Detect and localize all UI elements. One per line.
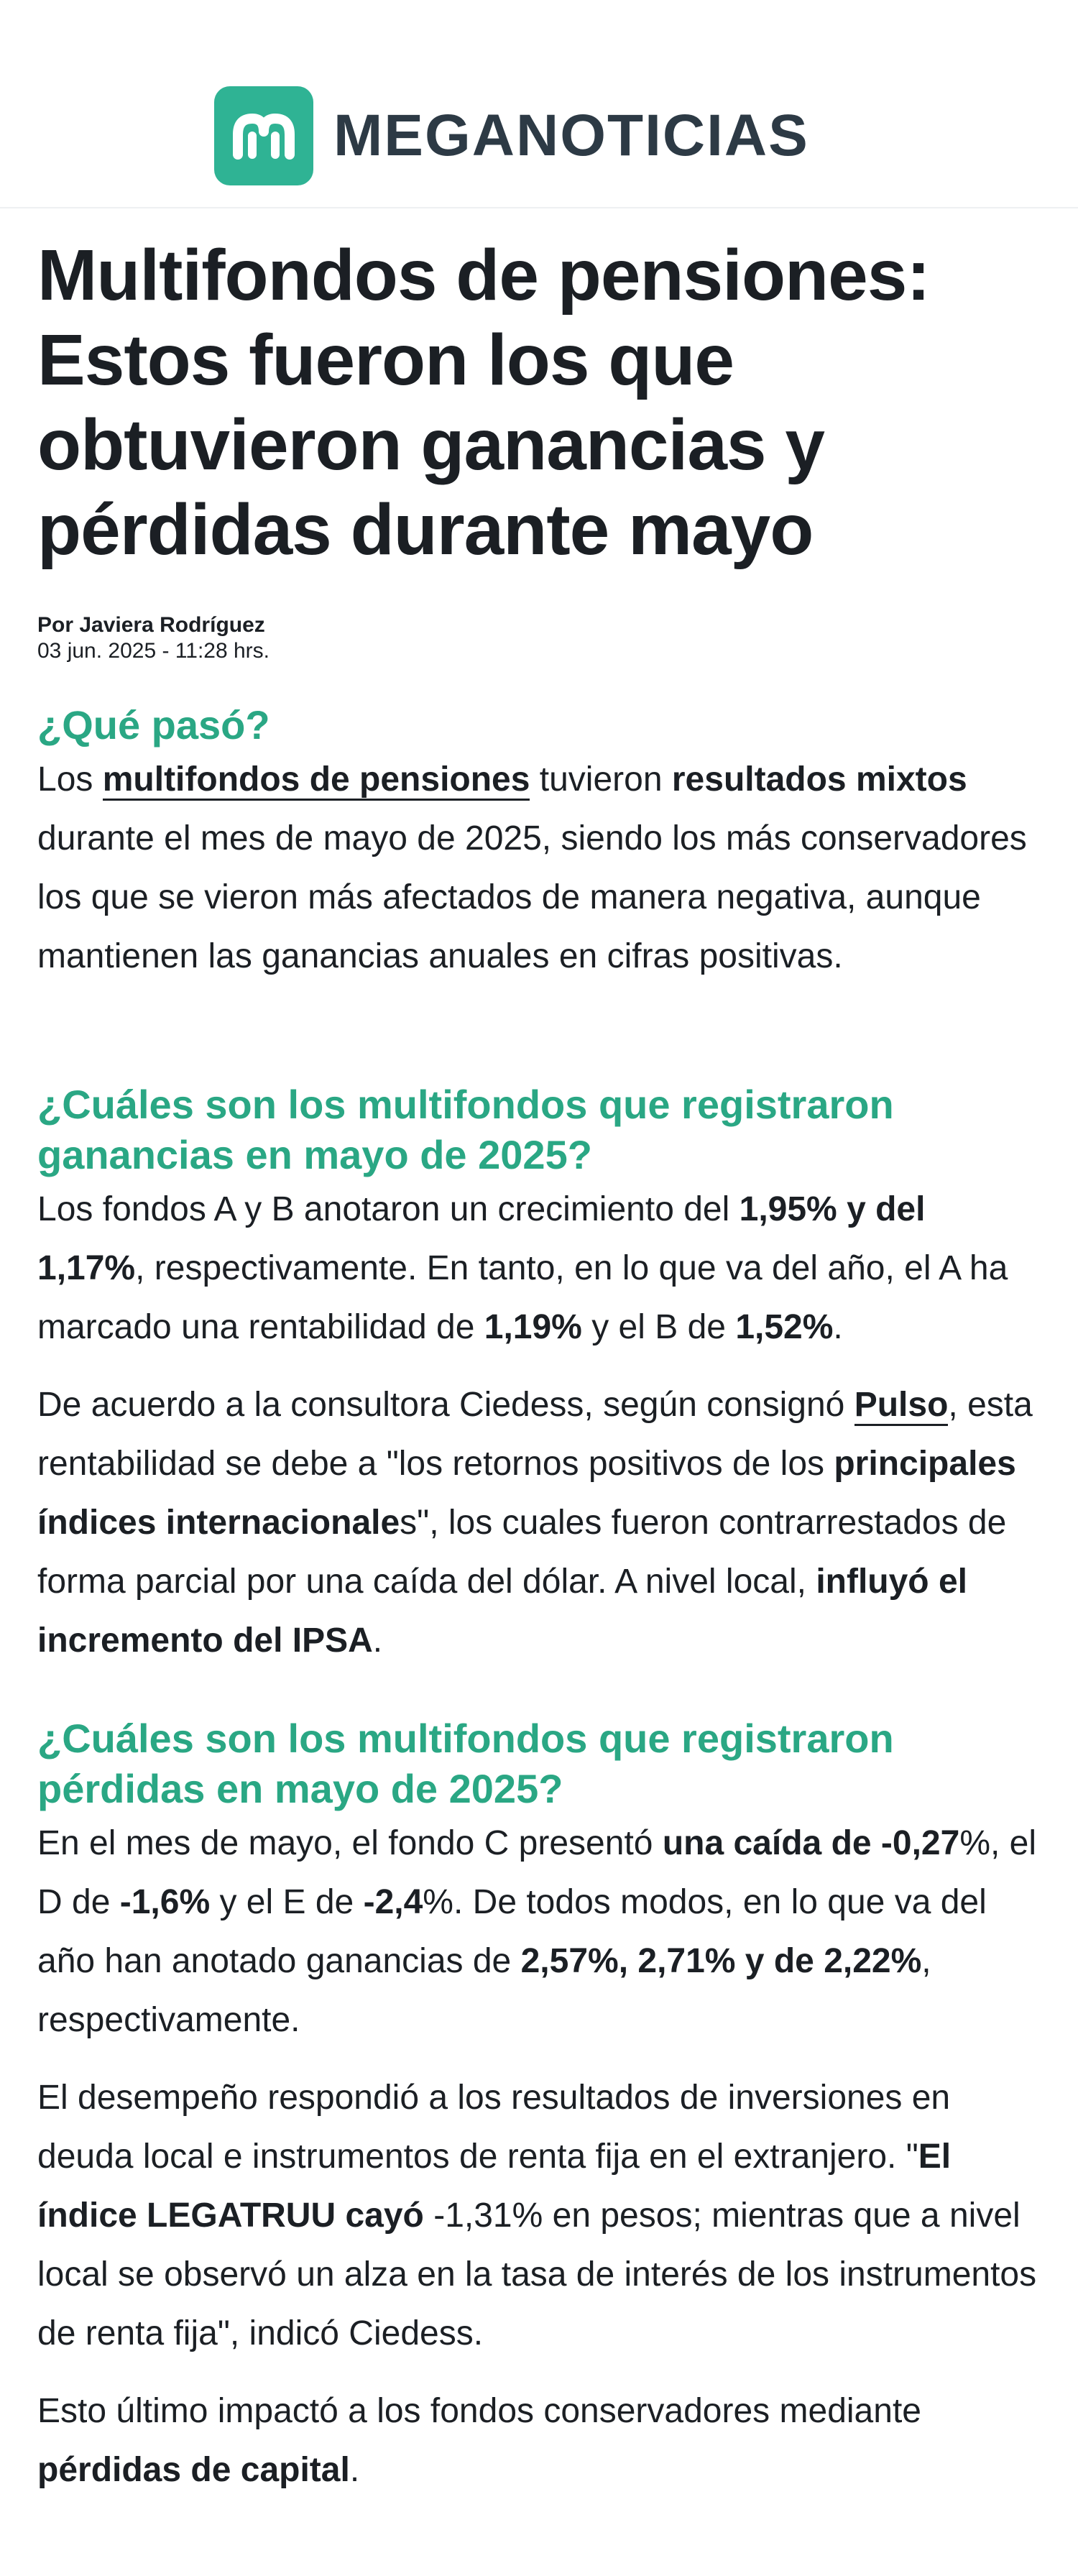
site-brand[interactable]	[214, 86, 809, 185]
section-perdidas	[37, 1714, 1041, 2500]
article	[0, 233, 1078, 2500]
pulso-link[interactable]: Pulso	[854, 1386, 949, 1426]
paragraph: El desempeño respondió a los resultados de inversiones en deuda local e instrumentos de renta fija en el extranjero. "El índice LEGATRUU cayó -1,31% en pesos; mientras que a nivel local se observó un alza en la tasa de interés de los instrumentos de renta fija", indicó Ciedess.	[37, 2079, 1037, 2352]
section-heading: ¿Qué pasó?	[37, 702, 270, 748]
site-header	[0, 0, 1078, 208]
section-que-paso	[37, 700, 1041, 986]
paragraph: Los multifondos de pensiones tuvieron resultados mixtos durante el mes de mayo de 2025, siendo los más conservadores los que se vieron más afectados de manera negativa, aunque mantienen las ganancias anuales en cifras positivas.	[37, 760, 1027, 975]
meganoticias-logo-icon[interactable]	[214, 86, 313, 185]
paragraph: En el mes de mayo, el fondo C presentó una caída de -0,27%, el D de -1,6% y el E de -2,4%. De todos modos, en lo que va del año han anotado ganancias de 2,57%, 2,71% y de 2,22%, respectivamente.	[37, 1824, 1037, 2039]
site-name[interactable]: MEGANOTICIAS	[333, 103, 809, 168]
paragraph: Los fondos A y B anotaron un crecimiento del 1,95% y del 1,17%, respectivamente. En tanto, en lo que va del año, el A ha marcado una rentabilidad de 1,19% y el B de 1,52%.	[37, 1190, 1008, 1346]
article-title: Multifondos de pensiones: Estos fueron los que obtuvieron ganancias y pérdidas durante mayo	[37, 235, 930, 570]
section-heading: ¿Cuáles son los multifondos que registraron pérdidas en mayo de 2025?	[37, 1716, 894, 1811]
article-byline: Por Javiera Rodríguez	[37, 613, 265, 637]
paragraph: De acuerdo a la consultora Ciedess, según consignó Pulso, esta rentabilidad se debe a "los retornos positivos de los principales índices internacionales", los cuales fueron contrarrestados de forma parcial por una caída del dólar. A nivel local, influyó el incremento del IPSA.	[37, 1386, 1033, 1660]
section-ganancias	[37, 1080, 1041, 1670]
article-date: 03 jun. 2025 - 11:28 hrs.	[37, 639, 270, 663]
section-heading: ¿Cuáles son los multifondos que registraron ganancias en mayo de 2025?	[37, 1082, 894, 1177]
multifondos-link[interactable]: multifondos de pensiones	[103, 760, 530, 801]
paragraph: Esto último impactó a los fondos conservadores mediante pérdidas de capital.	[37, 2392, 921, 2489]
